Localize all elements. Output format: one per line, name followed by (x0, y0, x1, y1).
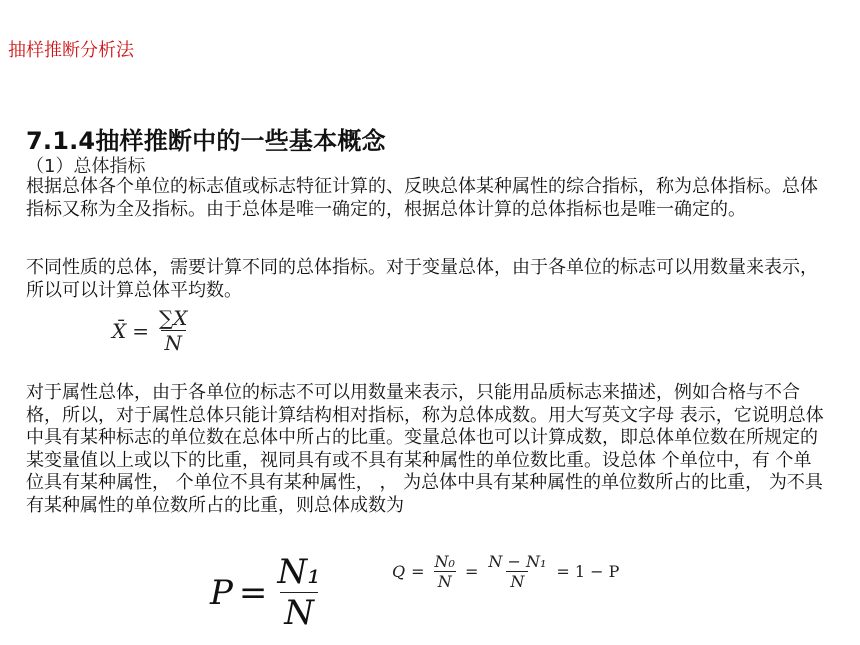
complement-equals-1: = (411, 562, 425, 581)
section-title: 7.1.4抽样推断中的一些基本概念 (26, 127, 386, 155)
complement-lhs: Q (392, 562, 406, 581)
proportion-fraction (273, 552, 324, 633)
mean-equals: = (132, 318, 150, 343)
slide-header: 抽样推断分析法 (8, 40, 134, 61)
proportion-numerator: N₁ (277, 552, 321, 592)
complement-formula (392, 552, 625, 591)
complement-fraction-1 (431, 552, 459, 591)
proportion-lhs: P (210, 572, 233, 613)
complement-result: = 1 − P (556, 562, 620, 581)
proportion-formula (210, 552, 325, 633)
mean-formula (112, 306, 192, 355)
mean-lhs: X̄ (112, 318, 127, 343)
paragraph-definition: 根据总体各个单位的标志值或标志特征计算的、反映总体某种属性的综合指标，称为总体指标。总体指标又称为全及指标。由于总体是唯一确定的，根据总体计算的总体指标也是唯一确定的。 (26, 176, 818, 220)
mean-denominator: N (161, 330, 187, 355)
complement-denominator-2: N (506, 571, 528, 591)
mean-fraction (155, 306, 192, 355)
mean-numerator: ∑X (159, 306, 188, 330)
complement-numerator-2: N − N₁ (488, 552, 547, 571)
proportion-equals: = (238, 572, 268, 613)
proportion-denominator: N (280, 592, 318, 633)
subheading: （1）总体指标 (26, 156, 146, 177)
complement-numerator-1: N₀ (434, 552, 455, 571)
complement-equals-2: = (464, 562, 479, 581)
paragraph-attribute-population: 对于属性总体，由于各单位的标志不可以用数量来表示，只能用品质标志来描述，例如合格与不合格，所以，对于属性总体只能计算结构相对指标，称为总体成数。用大写英文字母 表示，它说明总体中具有某种标志的单位数在总体中所占的比重。变量总体也可以计算成数，即总体单位数在所规定的某变量值以上或以下的比重，视同具有或不具有某种属性的单位数比重。设总体 个单位中，有 个单位具有某种属性， 个单位不具有某种属性， ， 为总体中具有某种属性的单位数所占的比重， 为不具有某种属性的单位数所占的比重，则总体成数为 (26, 382, 824, 516)
paragraph-variable-population: 不同性质的总体，需要计算不同的总体指标。对于变量总体，由于各单位的标志可以用数量来表示，所以可以计算总体平均数。 (26, 257, 818, 301)
complement-denominator-1: N (434, 571, 456, 591)
complement-fraction-2 (484, 552, 550, 591)
